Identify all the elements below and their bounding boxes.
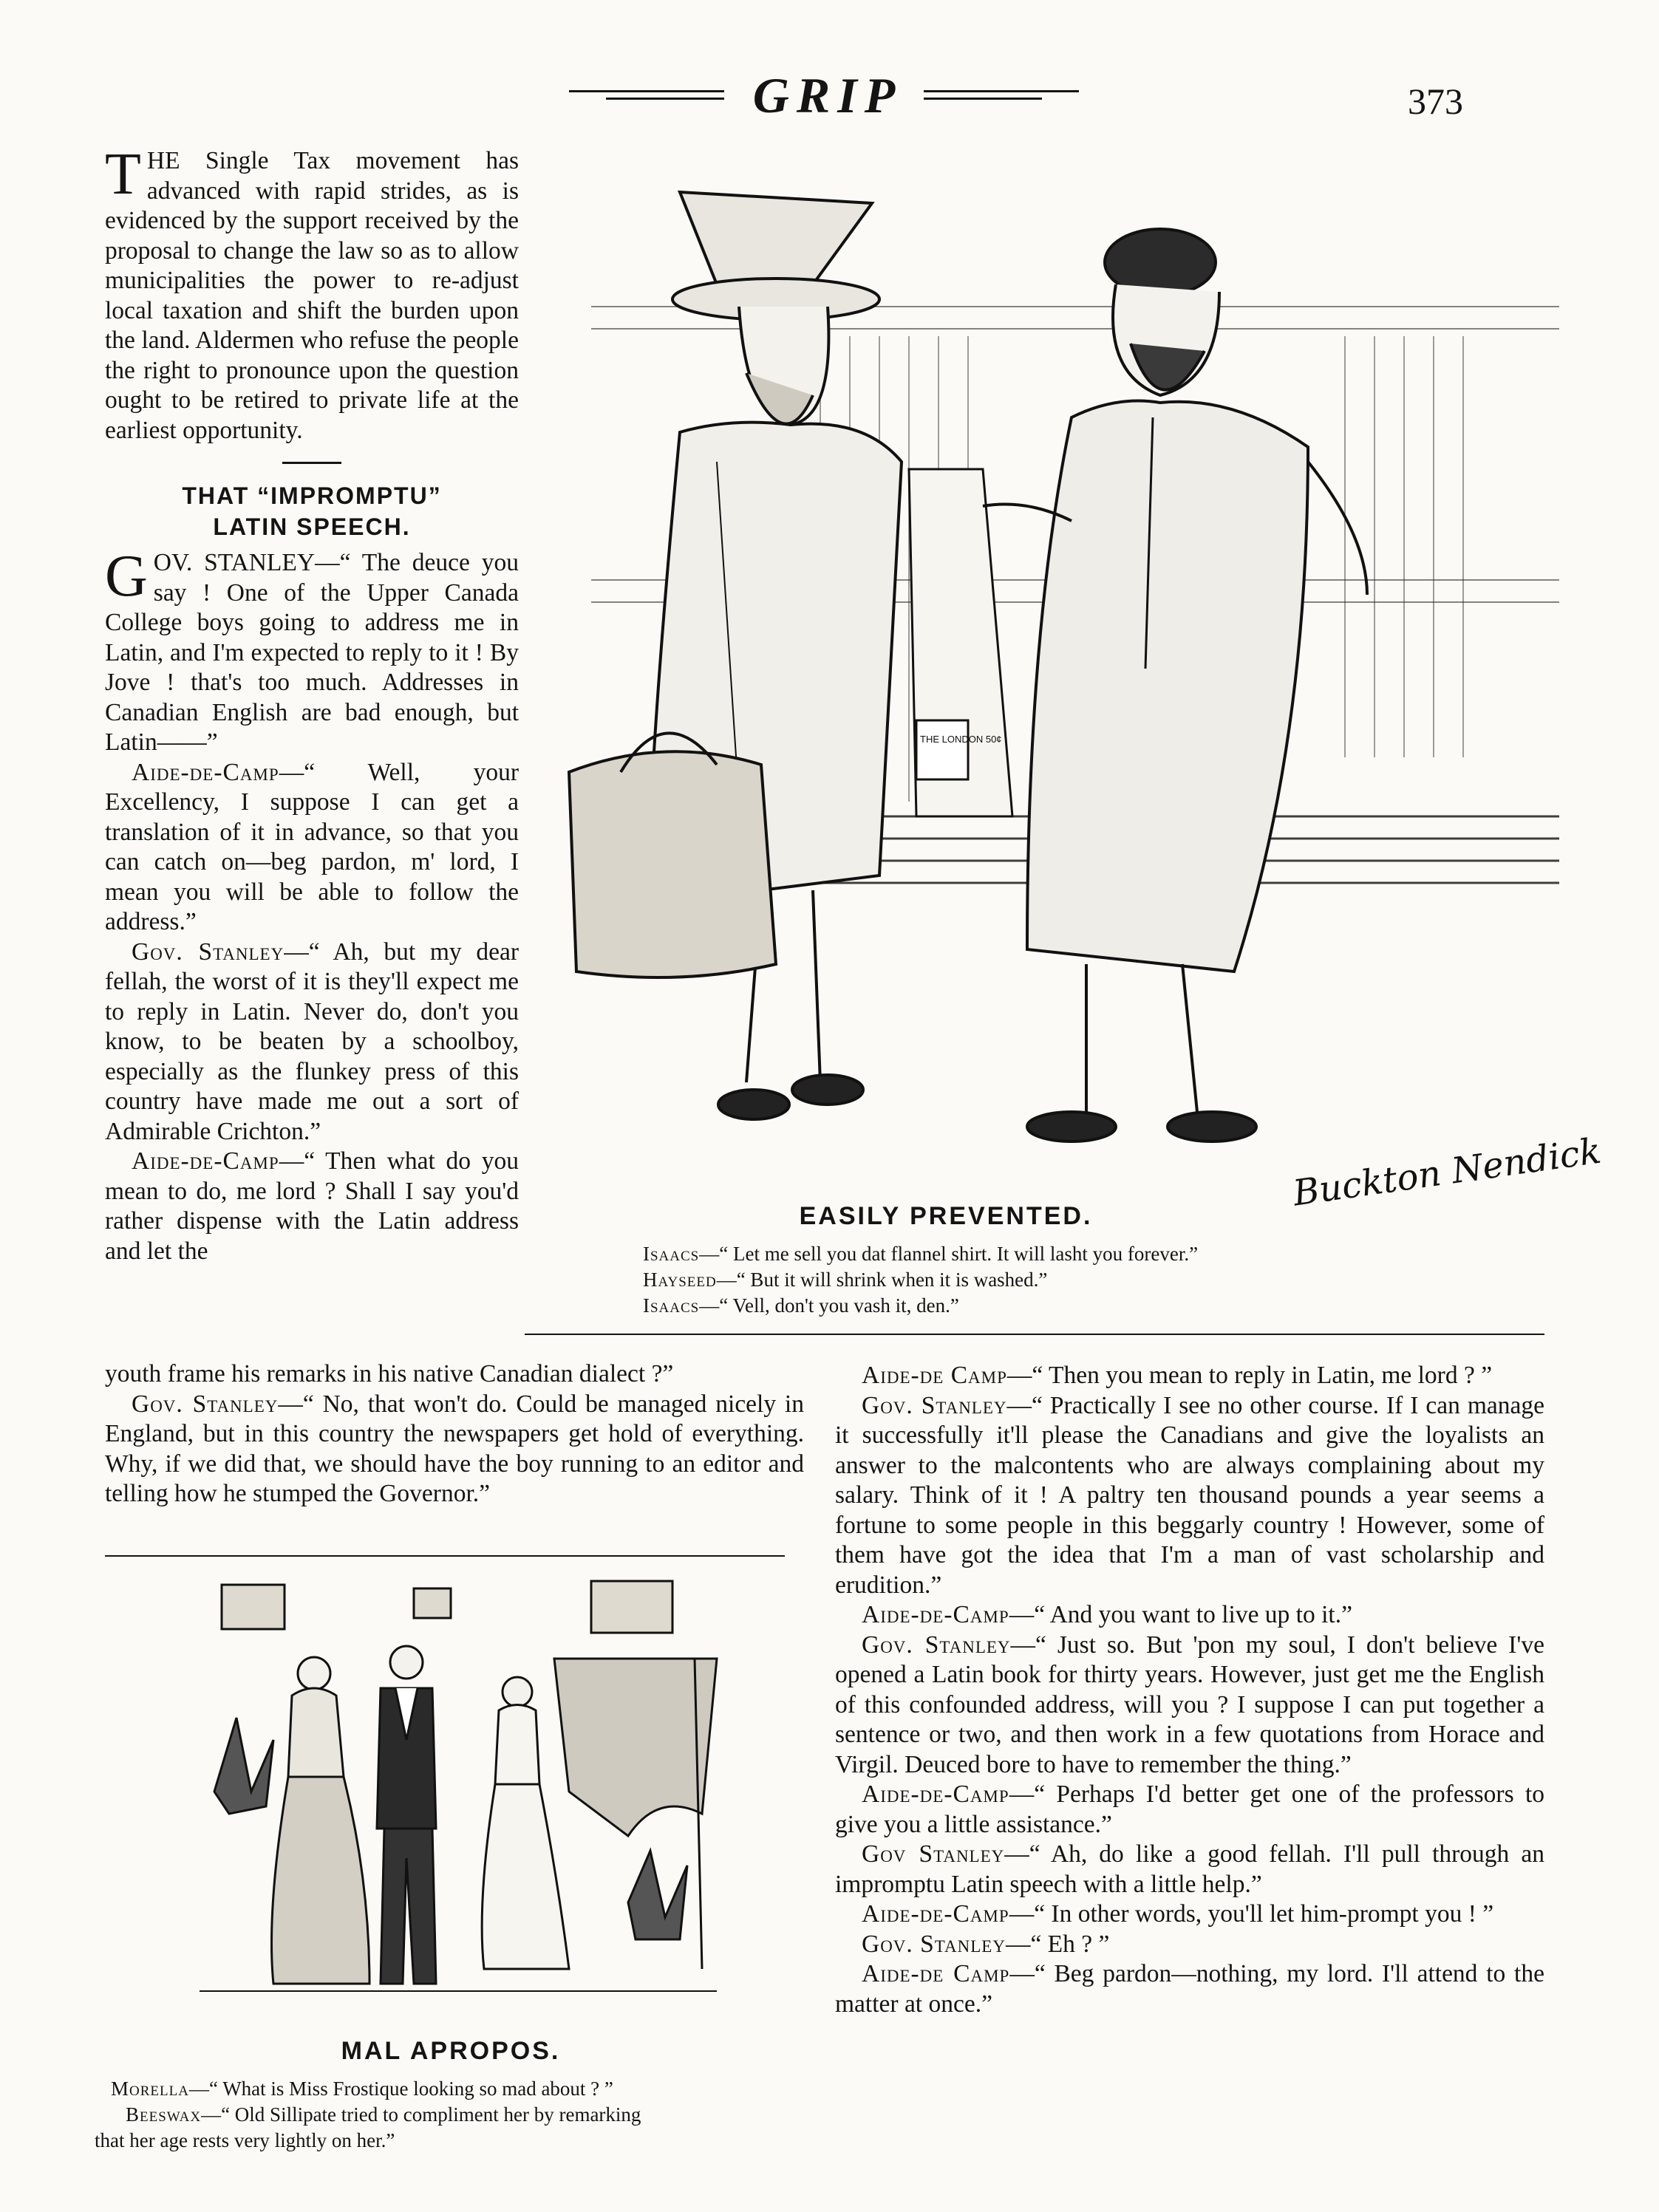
speaker-aide-de-camp: Aide-de-Camp: [132, 758, 279, 786]
dialogue-text: —“ Then what do you mean to do, me lord ? Shall I say you'd rather dispense with the Latin address and let the: [105, 1147, 519, 1265]
right-paragraph-8: [835, 1930, 1544, 1960]
right-paragraph-5: [835, 1780, 1544, 1840]
right-paragraph-9: [835, 1959, 1544, 2019]
section-divider: [282, 462, 341, 464]
right-paragraph-1: [835, 1361, 1544, 1391]
shirt-price-sign: THE LONDON 50¢: [920, 734, 1002, 745]
caption-text: —“ Vell, don't you vash it, den.”: [699, 1294, 959, 1317]
speaker-gov-stanley: Gov. Stanley: [862, 1391, 1007, 1419]
caption-line-isaacs-1: [643, 1241, 1198, 1266]
dialogue-paragraph-2: [105, 758, 519, 938]
dialogue-paragraph-4-end: youth frame his remarks in his native Canadian dialect ?”: [105, 1360, 674, 1387]
single-tax-text: HE Single Tax movement has advanced with rapid strides, as is evidenced by the support received by the proposal to change the law so as to allow municipalities the power to re-adjust local taxation and shift the burden upon the land. Aldermen who refuse the people the right to pronounce upon the question ought to be retired to private life at the earliest opportunity.: [105, 147, 519, 444]
dialogue-paragraph-3: [105, 938, 519, 1147]
caption-line-hayseed: [643, 1267, 1047, 1292]
dialogue-text: —“ Ah, do like a good fellah. I'll pull through an impromptu Latin speech with a little help.”: [835, 1840, 1545, 1898]
speaker-hayseed: Hayseed: [643, 1269, 717, 1291]
speaker-isaacs: Isaacs: [643, 1243, 700, 1265]
speaker-aide-de-camp: Aide-de-Camp: [862, 1781, 1009, 1808]
speaker-isaacs: Isaacs: [643, 1294, 700, 1317]
dialogue-text: —“ The deuce you say ! One of the Upper Canada College boys going to address me in Latin, and I'm expected to reply to it ! By Jove ! that's too much. Addresses in Canadian English are bad enough, but Latin——”: [105, 549, 519, 756]
page-number: 373: [1408, 81, 1463, 122]
mal-apropos-illustration: [185, 1570, 732, 2028]
speaker-gov-stanley: Gov. Stanley: [132, 1390, 279, 1418]
masthead-title: GRIP: [752, 67, 903, 123]
dialogue-paragraph-1: [105, 544, 519, 758]
bottom-cartoon-rule: [105, 1555, 785, 1557]
left-column: [105, 142, 519, 1266]
speaker-morella: Morella: [111, 2078, 189, 2100]
dialogue-text: —“ Just so. But 'pon my soul, I don't believe I've opened a Latin book for thirty years. However, just get me the English of this confounded address, will you ? I suppose I can put together a sentence or two, and then work in a few quotations from Horace and Virgil. Deuced bore to have to remember the thing.”: [835, 1631, 1544, 1778]
caption-text: —“ Old Sillipate tried to compliment her by remarking: [201, 2103, 641, 2126]
dialogue-text: —“ Then you mean to reply in Latin, me lord ? ”: [1006, 1362, 1493, 1389]
speaker-gov-stanley: Gov. Stanley: [862, 1930, 1006, 1958]
speaker-gov-stanley: Gov. Stanley: [862, 1631, 1011, 1659]
speaker-gov-stanley: Gov Stanley: [862, 1840, 1005, 1868]
right-paragraph-6: [835, 1840, 1544, 1899]
masthead-rule-right-2: [924, 98, 1042, 100]
easily-prevented-title: EASILY PREVENTED.: [799, 1202, 1093, 1230]
dialogue-paragraph-5: [105, 1390, 804, 1509]
easily-prevented-illustration: [569, 151, 1604, 1215]
right-paragraph-4: [835, 1631, 1544, 1781]
right-paragraph-2: [835, 1391, 1544, 1601]
speaker-beeswax: Beeswax: [126, 2103, 202, 2126]
right-paragraph-7: [835, 1899, 1544, 1930]
caption-line-beeswax: [126, 2102, 641, 2127]
masthead-rule-right: [924, 90, 1079, 92]
speaker-aide-de-camp: Aide-de Camp: [862, 1362, 1007, 1389]
speaker-aide-de-camp: Aide-de-Camp: [862, 1900, 1009, 1928]
top-cartoon-rule: [525, 1334, 1544, 1335]
left-column-continuation: [105, 1359, 804, 1509]
caption-line-morella: [111, 2076, 613, 2101]
caption-line-isaacs-2: [643, 1293, 959, 1318]
mal-apropos-title: MAL APROPOS.: [341, 2037, 561, 2065]
dialogue-text: —“ Eh ? ”: [1005, 1930, 1110, 1958]
caption-text: —“ But it will shrink when it is washed.”: [716, 1269, 1048, 1291]
dialogue-text: —“ Perhaps I'd better get one of the professors to give you a little assistance.”: [835, 1781, 1544, 1838]
right-paragraph-3: [835, 1600, 1544, 1631]
dialogue-paragraph-4: [105, 1147, 519, 1266]
speaker-aide-de-camp: Aide-de Camp: [862, 1960, 1010, 1987]
right-column: [835, 1361, 1544, 2019]
single-tax-paragraph: [105, 142, 519, 446]
speaker-gov-stanley: Gov. Stanley: [132, 938, 285, 966]
drop-cap-g: G: [105, 544, 148, 609]
caption-text: —“ Let me sell you dat flannel shirt. It will lasht you forever.”: [699, 1243, 1199, 1265]
speaker-gov-stanley: OV. STANLEY: [153, 549, 316, 576]
speaker-aide-de-camp: Aide-de-Camp: [132, 1147, 279, 1175]
dialogue-text: —“ Well, your Excellency, I suppose I can get a translation of it in advance, so that you can catch on—beg pardon, m' lord, I mean you will be able to follow the address.”: [105, 758, 519, 935]
dialogue-text: —“ Beg pardon—nothing, my lord. I'll attend to the matter at once.”: [835, 1960, 1544, 2018]
dialogue-text: —“ Ah, but my dear fellah, the worst of it is they'll expect me to reply in Latin. Never do, don't you know, to be beaten by a schoolboy, especially as the flunkey press of this country have made me out a sort of Admirable Crichton.”: [105, 938, 519, 1145]
caption-text: —“ What is Miss Frostique looking so mad about ? ”: [188, 2078, 613, 2100]
masthead-rule-left-2: [606, 98, 724, 100]
dialogue-text: —“ No, that won't do. Could be managed nicely in England, but in this country the newspapers get hold of everything. Why, if we did that, we should have the boy running to an editor and telling how he stumped the Governor.”: [105, 1390, 804, 1507]
speaker-aide-de-camp: Aide-de-Camp: [862, 1601, 1009, 1628]
drop-cap-t: T: [105, 142, 141, 207]
artist-signature: Buckton Nendick: [1290, 1130, 1604, 1215]
caption-line-beeswax-cont: that her age rests very lightly on her.”: [95, 2129, 395, 2151]
article-heading-line-1: THAT “IMPROMPTU”: [182, 482, 442, 509]
dialogue-text: —“ And you want to live up to it.”: [1009, 1601, 1352, 1628]
dialogue-text: —“ In other words, you'll let him-prompt you ! ”: [1009, 1900, 1494, 1928]
dialogue-text: —“ Practically I see no other course. If I can manage it successfully it'll please the Canadians and give the loyalists an answer to the malcontents who are always complaining about my salary. Think of it ! A paltry ten thousand pounds a year seems a fortune to some people in this beggarly country ! However, some of them have got the idea that I'm a man of vast scholarship and erudition.”: [835, 1391, 1544, 1599]
masthead-rule-left: [569, 90, 724, 92]
article-heading-line-2: LATIN SPEECH.: [213, 513, 411, 540]
